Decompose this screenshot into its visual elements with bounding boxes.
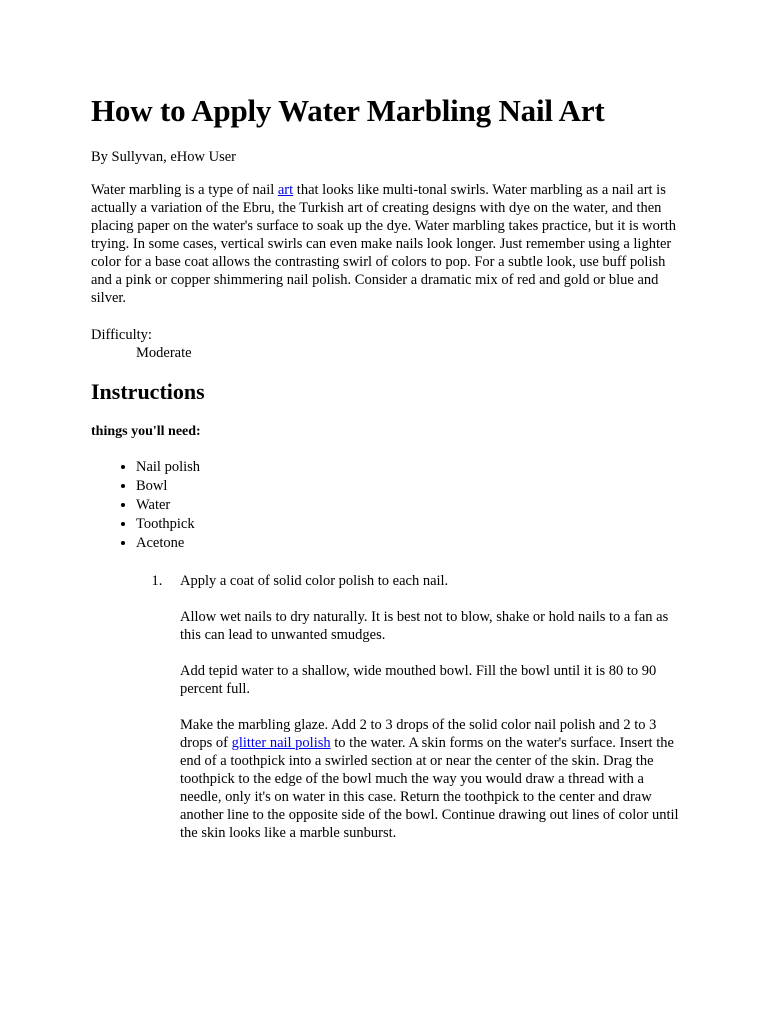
- things-needed-list: [91, 458, 681, 553]
- intro-text-start: Water marbling is a type of nail: [91, 182, 278, 198]
- things-needed-heading: things you'll need:: [91, 424, 201, 439]
- step-paragraph: [180, 716, 681, 842]
- step-body: [180, 572, 681, 842]
- step-paragraph: Add tepid water to a shallow, wide mouthed bowl. Fill the bowl until it is 80 to 90 percent full.: [180, 663, 657, 697]
- list-item: • Nail polish: [136, 458, 681, 477]
- page-title: How to Apply Water Marbling Nail Art: [91, 93, 605, 128]
- list-item: • Acetone: [136, 534, 681, 553]
- list-item: • Water: [136, 496, 681, 515]
- difficulty-value: Moderate: [136, 345, 192, 361]
- instructions-heading: Instructions: [91, 379, 205, 404]
- step-text-end: to the water. A skin forms on the water's surface. Insert the end of a toothpick into a swirled section at or near the center of the skin. Drag the toothpick to the edge of the bowl much the way you would draw a thread with a needle, only it's on water in this case. Return the toothpick to the center and draw another line to the opposite side of the bowl. Continue drawing out lines of color until the skin looks like a marble sunburst.: [180, 735, 679, 841]
- intro-text-end: that looks like multi-tonal swirls. Water marbling as a nail art is actually a variation of the Ebru, the Turkish art of creating designs with dye on the water, and then placing paper on the water's surface to soak up the dye. Water marbling takes practice, but it is worth trying. In some cases, vertical swirls can even make nails look longer. Just remember using a lighter color for a base coat allows the contrasting swirl of colors to pop. For a subtle look, use buff polish and a pink or copper shimmering nail polish. Consider a dramatic mix of red and gold or blue and silver.: [91, 182, 677, 306]
- difficulty-label: Difficulty:: [91, 327, 152, 343]
- difficulty-section: [91, 326, 681, 362]
- intro-paragraph: [91, 181, 681, 307]
- list-item: • Bowl: [136, 477, 681, 496]
- art-link[interactable]: art: [277, 182, 294, 198]
- article: [91, 92, 681, 860]
- step-item: [166, 572, 681, 842]
- step-text-start: Make the marbling glaze. Add 2 to 3 drops of the solid color nail polish and 2 to 3 drops of: [180, 717, 657, 751]
- step-paragraph: Allow wet nails to dry naturally. It is best not to blow, shake or hold nails to a fan as this can lead to unwanted smudges.: [180, 609, 669, 643]
- instruction-steps: [91, 572, 681, 842]
- byline: By Sullyvan, eHow User: [91, 149, 236, 165]
- list-item: • Toothpick: [136, 515, 681, 534]
- glitter-nail-polish-link[interactable]: glitter nail polish: [231, 735, 331, 751]
- step-paragraph: 1. Apply a coat of solid color polish to each nail.: [180, 573, 449, 589]
